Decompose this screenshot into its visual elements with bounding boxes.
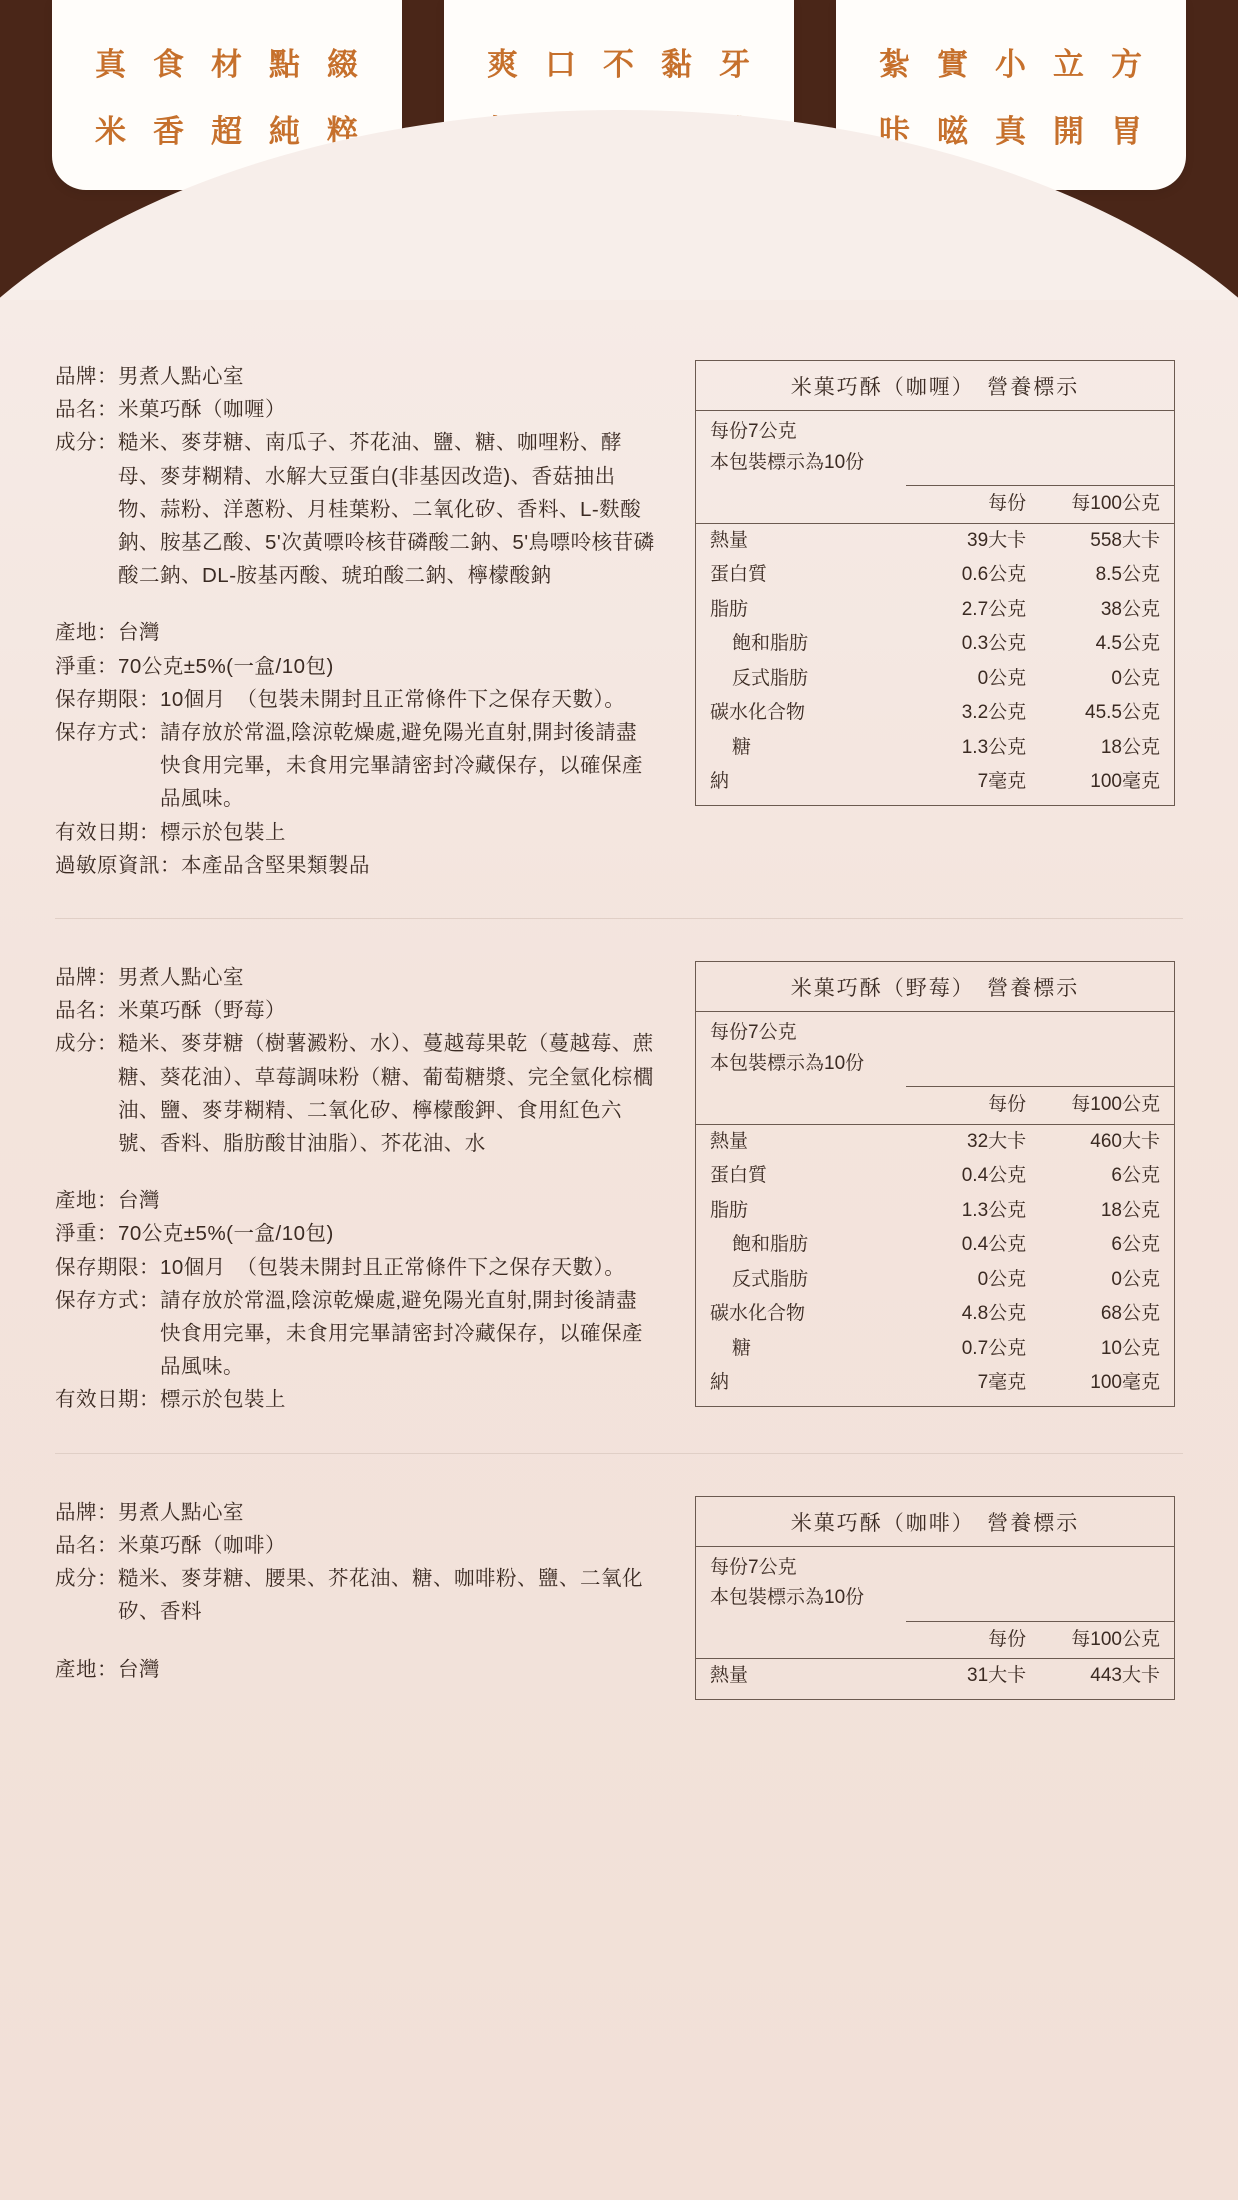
- slogan-char: 香: [153, 114, 185, 149]
- slogan-char: 食: [153, 47, 185, 82]
- ingredients: [55, 426, 655, 592]
- brand: [55, 1496, 655, 1529]
- nutrient-per-100g: 68公克: [1100, 1303, 1160, 1325]
- nutrient-per-serving: 7毫克: [977, 771, 1027, 792]
- slogan-char: 黏: [661, 47, 693, 82]
- nutrition-col-per-100g: 每100公克: [1040, 486, 1174, 524]
- nutrient-name: 碳水化合物: [710, 1303, 806, 1325]
- product-name-value: 米菓巧酥（野莓）: [118, 999, 286, 1023]
- brand-value: 男煮人點心室: [118, 1500, 244, 1524]
- nutrition-col-per-serving: 每份: [906, 1621, 1040, 1659]
- allergen-info: [55, 849, 655, 882]
- origin-value: 台灣: [118, 621, 160, 645]
- slogan-char: 純: [269, 114, 301, 149]
- slogan-line: [95, 39, 359, 84]
- expiry-date: [55, 816, 655, 849]
- nutrient-per-serving: 32大卡: [967, 1130, 1027, 1152]
- brand-value: 男煮人點心室: [118, 365, 244, 388]
- ingredients-value: 糙米、麥芽糖、南瓜子、芥花油、鹽、糖、咖哩粉、酵母、麥芽糊精、水解大豆蛋白(非基因改造)、香菇抽出物、蒜粉、洋蔥粉、月桂葉粉、二氧化矽、香料、L-麩酸鈉、胺基乙酸、5'次黃嘌呤核苷磷酸二鈉、5'鳥嘌呤核苷磷酸二鈉、DL-胺基丙酸、琥珀酸二鈉、檸檬酸鈉: [118, 431, 655, 588]
- origin: [55, 1184, 655, 1217]
- nutrition-col-blank: [696, 1621, 906, 1659]
- origin-label: 產地：: [55, 1189, 118, 1213]
- nutrient-per-serving: 31大卡: [967, 1665, 1027, 1687]
- slogan-char: 立: [1053, 47, 1085, 82]
- slogan-char: 超: [211, 114, 243, 149]
- nutrient-per-serving: 0.4公克: [961, 1234, 1027, 1256]
- origin: [55, 616, 655, 649]
- nutrient-name: 反式脂肪: [732, 667, 809, 689]
- nutrient-per-serving: 0.4公克: [961, 1165, 1027, 1187]
- product-info: [55, 961, 655, 1417]
- slogan-char: 點: [269, 47, 301, 82]
- nutrient-per-100g: 558大卡: [1090, 529, 1160, 551]
- nutrient-name: 糖: [732, 736, 752, 758]
- storage-value: 請存放於常溫‚陰涼乾燥處‚避免陽光直射‚開封後請盡快食用完畢，未食用完畢請密封冷藏保存，以確保產品風味。: [160, 721, 643, 811]
- nutrition-row: [696, 662, 1174, 697]
- brand-value: 男煮人點心室: [118, 966, 244, 990]
- expiry-date-label: 有效日期：: [55, 1388, 160, 1412]
- product-list: [0, 300, 1238, 1776]
- nutrient-name: 碳水化合物: [710, 702, 806, 723]
- expiry-date-value: 標示於包裝上: [160, 1388, 286, 1412]
- servings-per-pack: 本包裝標示為10份: [710, 451, 865, 473]
- nutrient-per-100g: 100毫克: [1090, 1372, 1160, 1394]
- ingredients-label: 成分：: [55, 1032, 118, 1056]
- slogan-char: 胃: [1111, 114, 1143, 149]
- servings-per-pack: 本包裝標示為10份: [710, 1052, 865, 1074]
- nutrition-serving-info: [696, 411, 1174, 479]
- slogan-char: 紮: [879, 47, 911, 82]
- product-name-value: 米菓巧酥（咖啡）: [118, 1533, 286, 1557]
- nutrition-col-blank: [696, 486, 906, 524]
- nutrient-per-100g: 443大卡: [1090, 1665, 1160, 1687]
- nutrition-panel: [695, 360, 1175, 806]
- nutrition-col-per-100g: 每100公克: [1040, 1087, 1174, 1125]
- brand: [55, 961, 655, 994]
- nutrition-serving-info: [696, 1547, 1174, 1615]
- product-name-label: 品名：: [55, 999, 118, 1023]
- spacer: [55, 1160, 655, 1184]
- allergen-info-label: 過敏原資訊：: [55, 853, 181, 877]
- product-block: [55, 1453, 1183, 1736]
- product-name: [55, 1529, 655, 1562]
- nutrition-row: [696, 627, 1174, 662]
- origin-value: 台灣: [118, 1657, 160, 1681]
- net-weight-value: 70公克±5%(一盒/10包): [118, 654, 334, 678]
- brand: [55, 360, 655, 393]
- nutrient-per-100g: 18公克: [1100, 1199, 1160, 1221]
- slogan-char: 小: [995, 47, 1027, 82]
- nutrient-per-serving: 7毫克: [977, 1372, 1027, 1394]
- nutrient-per-100g: 8.5公克: [1095, 564, 1160, 585]
- ingredients: [55, 1562, 655, 1628]
- nutrition-row: [696, 1124, 1174, 1159]
- nutrition-row: [696, 731, 1174, 766]
- nutrient-name: 熱量: [710, 1130, 749, 1152]
- shelf-life-value: 10個月 （包裝未開封且正常條件下之保存天數）。: [160, 687, 626, 711]
- nutrition-row: [696, 1366, 1174, 1406]
- origin-label: 產地：: [55, 1657, 118, 1681]
- ingredients-label: 成分：: [55, 1567, 118, 1591]
- product-name-label: 品名：: [55, 398, 118, 422]
- nutrition-row: [696, 1659, 1174, 1699]
- nutrient-per-100g: 6公克: [1111, 1165, 1160, 1187]
- nutrition-title: 米菓巧酥（咖喱） 營養標示: [696, 361, 1174, 411]
- slogan-char: 咔: [879, 114, 911, 149]
- serving-size: 每份7公克: [710, 421, 797, 442]
- nutrition-panel: [695, 1496, 1175, 1700]
- nutrition-row: [696, 1332, 1174, 1367]
- nutrition-table: [696, 485, 1174, 805]
- nutrient-per-100g: 460大卡: [1090, 1130, 1160, 1152]
- storage-value: 請存放於常溫‚陰涼乾燥處‚避免陽光直射‚開封後請盡快食用完畢，未食用完畢請密封冷藏保存，以確保產品風味。: [160, 1288, 643, 1379]
- shelf-life-label: 保存期限：: [55, 687, 160, 711]
- nutrition-row: [696, 765, 1174, 805]
- expiry-date-value: 標示於包裝上: [160, 820, 286, 844]
- nutrient-name: 飽和脂肪: [732, 1234, 809, 1256]
- product-name-label: 品名：: [55, 1533, 118, 1557]
- nutrient-name: 脂肪: [710, 1199, 749, 1221]
- storage-label: 保存方式：: [55, 721, 160, 745]
- slogan-char: 實: [937, 47, 969, 82]
- slogan-char: 爽: [487, 47, 519, 82]
- nutrient-per-serving: 1.3公克: [961, 736, 1027, 758]
- net-weight: [55, 650, 655, 683]
- slogan-char: 不: [603, 47, 635, 82]
- slogan-char: 真: [95, 47, 127, 82]
- nutrient-per-100g: 18公克: [1100, 736, 1160, 758]
- nutrient-per-serving: 0公克: [977, 667, 1027, 689]
- product-info: [55, 360, 655, 882]
- nutrient-name: 脂肪: [710, 598, 749, 620]
- slogan-char: 嗞: [937, 114, 969, 149]
- nutrient-name: 飽和脂肪: [732, 633, 809, 654]
- nutrition-table: [696, 1621, 1174, 1699]
- nutrition-col-per-serving: 每份: [906, 486, 1040, 524]
- nutrition-row: [696, 1228, 1174, 1263]
- product-name: [55, 994, 655, 1027]
- nutrient-per-100g: 45.5公克: [1085, 702, 1160, 723]
- nutrient-name: 熱量: [710, 529, 749, 551]
- nutrition-panel: [695, 961, 1175, 1407]
- shelf-life-label: 保存期限：: [55, 1255, 160, 1279]
- nutrition-row: [696, 593, 1174, 628]
- nutrient-name: 糖: [732, 1337, 752, 1359]
- nutrient-name: 熱量: [710, 1665, 749, 1687]
- nutrient-per-100g: 0公克: [1111, 1268, 1160, 1290]
- nutrient-name: 納: [710, 771, 730, 792]
- nutrition-row: [696, 523, 1174, 558]
- nutrient-per-serving: 39大卡: [967, 529, 1027, 551]
- nutrition-col-blank: [696, 1087, 906, 1125]
- net-weight: [55, 1217, 655, 1250]
- origin-label: 產地：: [55, 621, 118, 645]
- nutrition-table: [696, 1086, 1174, 1406]
- brand-label: 品牌：: [55, 966, 118, 990]
- nutrient-per-serving: 0.6公克: [961, 564, 1027, 585]
- nutrition-row: [696, 1297, 1174, 1332]
- nutrient-per-100g: 6公克: [1111, 1234, 1160, 1256]
- shelf-life: [55, 1251, 655, 1284]
- slogan-line: [879, 39, 1143, 84]
- nutrient-per-serving: 4.8公克: [961, 1303, 1027, 1325]
- slogan-line: [879, 106, 1143, 151]
- nutrient-per-100g: 38公克: [1100, 598, 1160, 620]
- nutrition-title: 米菓巧酥（野莓） 營養標示: [696, 962, 1174, 1012]
- slogan-line: [95, 106, 359, 151]
- ingredients-value: 糙米、麥芽糖（樹薯澱粉、水）、蔓越莓果乾（蔓越莓、蔗糖、葵花油）、草莓調味粉（糖、葡萄糖漿、完全氫化棕櫚油、鹽、麥芽糊精、二氧化矽、檸檬酸鉀、食用紅色六號、香料、脂肪酸甘油脂）、芥花油、水: [118, 1032, 654, 1156]
- nutrient-name: 納: [710, 1372, 730, 1394]
- nutrition-row: [696, 1159, 1174, 1194]
- nutrient-per-100g: 100毫克: [1090, 771, 1160, 792]
- serving-size: 每份7公克: [710, 1022, 797, 1044]
- nutrient-name: 蛋白質: [710, 564, 768, 585]
- nutrition-row: [696, 1263, 1174, 1298]
- slogan-char: 真: [995, 114, 1027, 149]
- ingredients: [55, 1027, 655, 1160]
- nutrient-per-100g: 0公克: [1111, 667, 1160, 689]
- nutrient-per-serving: 0.7公克: [961, 1337, 1027, 1359]
- slogan-char: 綴: [327, 47, 359, 82]
- slogan-char: 方: [1111, 47, 1143, 82]
- storage-label: 保存方式：: [55, 1288, 160, 1312]
- slogan-line: [487, 39, 751, 84]
- slogan-char: 粹: [327, 114, 359, 149]
- origin-value: 台灣: [118, 1189, 160, 1213]
- nutrition-serving-info: [696, 1012, 1174, 1080]
- brand-label: 品牌：: [55, 365, 118, 388]
- allergen-info-value: 本產品含堅果類製品: [181, 853, 370, 877]
- nutrient-name: 反式脂肪: [732, 1268, 809, 1290]
- product-block: [55, 918, 1183, 1453]
- slogan-char: 口: [545, 47, 577, 82]
- nutrient-per-serving: 0公克: [977, 1268, 1027, 1290]
- slogan-char: 牙: [719, 47, 751, 82]
- ingredients-value: 糙米、麥芽糖、腰果、芥花油、糖、咖啡粉、鹽、二氧化矽、香料: [118, 1567, 643, 1624]
- product-info: [55, 1496, 655, 1686]
- slogan-char: 開: [1053, 114, 1085, 149]
- storage: [55, 1284, 655, 1384]
- net-weight-label: 淨重：: [55, 1222, 118, 1246]
- product-name: [55, 393, 655, 426]
- net-weight-value: 70公克±5%(一盒/10包): [118, 1222, 334, 1246]
- nutrition-col-per-100g: 每100公克: [1040, 1621, 1174, 1659]
- nutrient-per-100g: 10公克: [1100, 1337, 1160, 1359]
- origin: [55, 1653, 655, 1686]
- shelf-life: [55, 683, 655, 716]
- product-block: [55, 360, 1183, 918]
- ingredients-label: 成分：: [55, 431, 118, 455]
- nutrient-per-serving: 2.7公克: [961, 598, 1027, 620]
- nutrient-per-100g: 4.5公克: [1095, 633, 1160, 654]
- product-name-value: 米菓巧酥（咖喱）: [118, 398, 286, 422]
- nutrition-row: [696, 558, 1174, 593]
- top-banner: [0, 0, 1238, 300]
- shelf-life-value: 10個月 （包裝未開封且正常條件下之保存天數）。: [160, 1255, 626, 1279]
- nutrition-row: [696, 1194, 1174, 1229]
- brand-label: 品牌：: [55, 1500, 118, 1524]
- nutrient-per-serving: 0.3公克: [961, 633, 1027, 654]
- storage: [55, 716, 655, 816]
- spacer: [55, 1629, 655, 1653]
- nutrition-row: [696, 696, 1174, 731]
- spacer: [55, 592, 655, 616]
- expiry-date: [55, 1383, 655, 1416]
- nutrient-per-serving: 3.2公克: [961, 702, 1027, 723]
- net-weight-label: 淨重：: [55, 654, 118, 678]
- expiry-date-label: 有效日期：: [55, 820, 160, 844]
- servings-per-pack: 本包裝標示為10份: [710, 1587, 865, 1609]
- slogan-char: 材: [211, 47, 243, 82]
- serving-size: 每份7公克: [710, 1556, 797, 1578]
- slogan-char: 米: [95, 114, 127, 149]
- nutrient-per-serving: 1.3公克: [961, 1199, 1027, 1221]
- nutrition-col-per-serving: 每份: [906, 1087, 1040, 1125]
- nutrient-name: 蛋白質: [710, 1165, 768, 1187]
- nutrition-title: 米菓巧酥（咖啡） 營養標示: [696, 1497, 1174, 1547]
